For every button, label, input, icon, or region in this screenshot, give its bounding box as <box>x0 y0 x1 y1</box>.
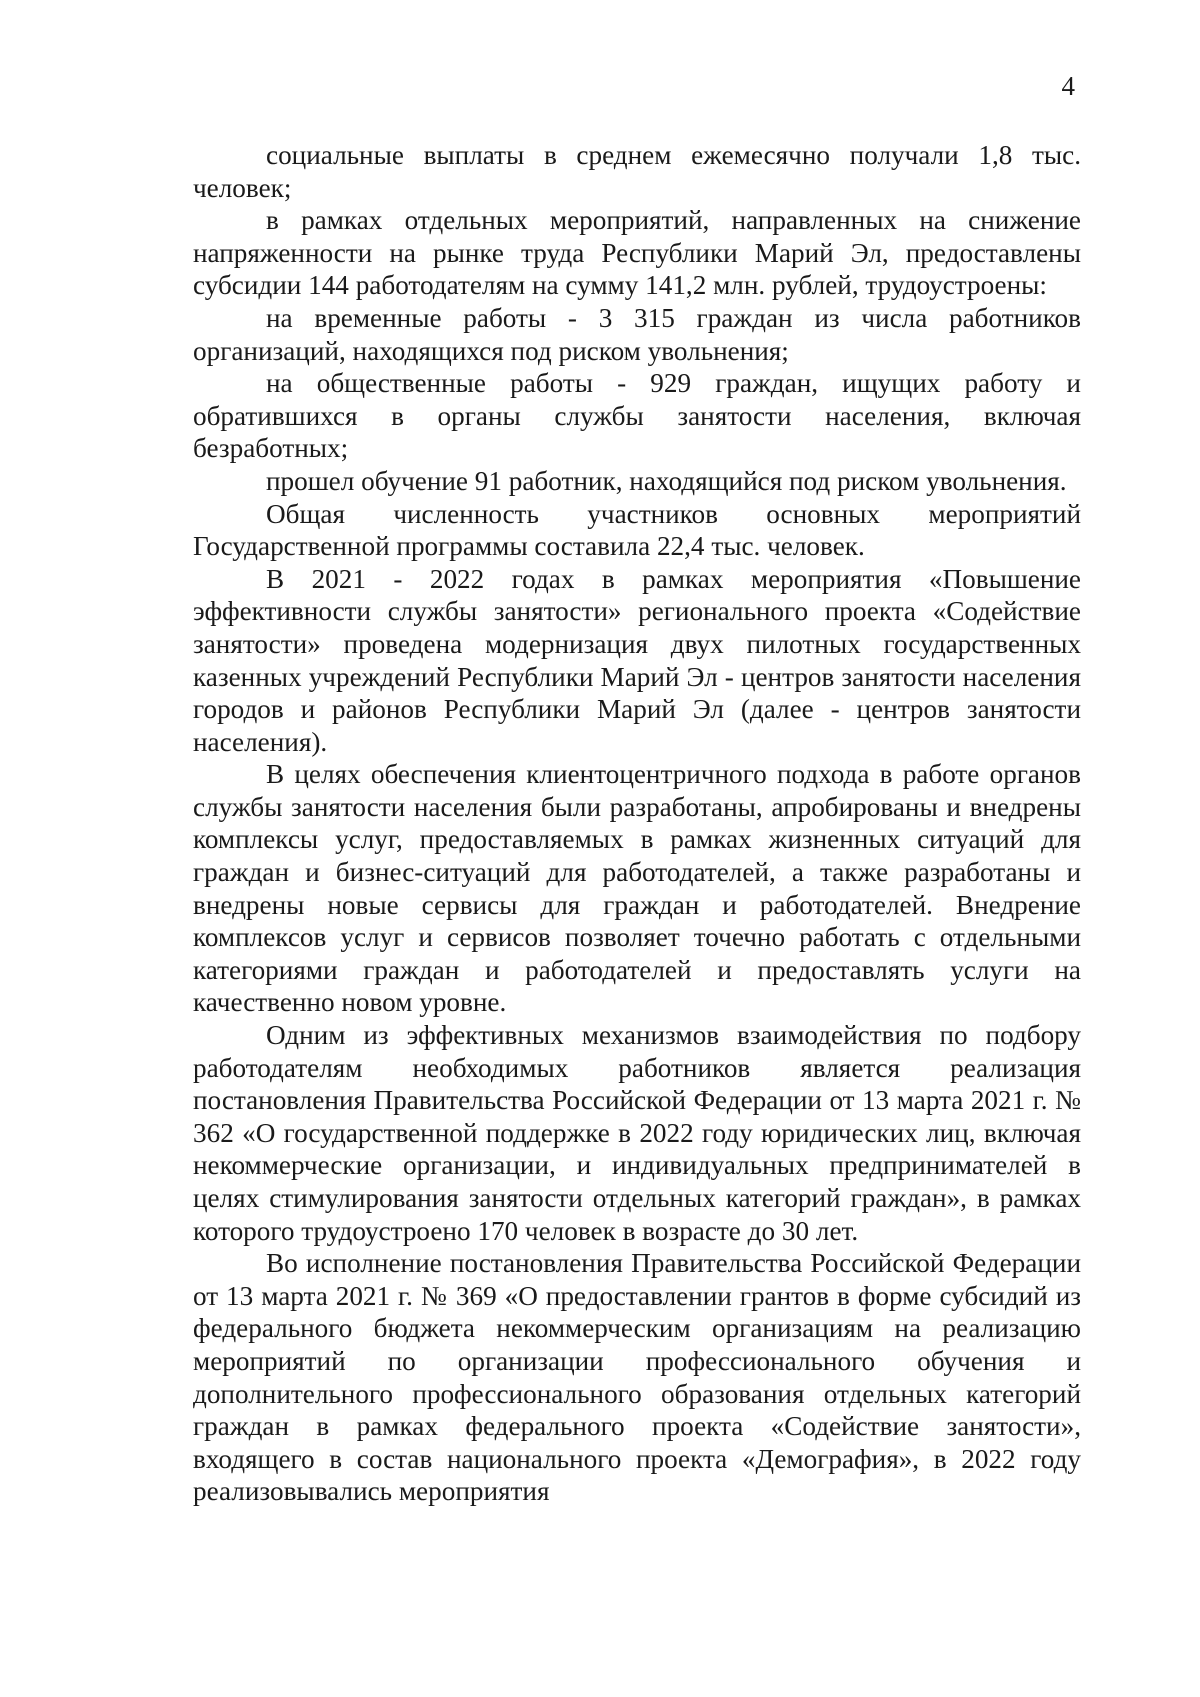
paragraph-temporary-work: на временные работы - 3 315 граждан из числа работников организаций, находящихся под риском увольнения; <box>193 302 1081 366</box>
paragraph-social-payments: социальные выплаты в среднем ежемесячно получали 1,8 тыс. человек; <box>193 140 1081 203</box>
paragraph-resolution-369: Во исполнение постановления Правительства Российской Федерации от 13 марта 2021 г. № 369 «О предоставлении грантов в форме субсидий из федерального бюджета некоммерческим организациям на реализацию мероприятий по организации профессионального обучения и дополнительного профессионального образования отдельных категорий граждан в рамках федерального проекта «Содействие занятости», входящего в состав национального проекта «Демография», в 2022 году реализовывались мероприятия <box>193 1248 1081 1507</box>
paragraph-training: прошел обучение 91 работник, находящийся под риском увольнения. <box>266 465 1067 496</box>
paragraph-labor-market-subsidies: в рамках отдельных мероприятий, направленных на снижение напряженности на рынке труда Республики Марий Эл, предоставлены субсидии 144 работодателям на сумму 141,2 млн. рублей, трудоустроены: <box>193 205 1081 301</box>
paragraph-public-work: на общественные работы - 929 граждан, ищущих работу и обратившихся в органы службы занятости населения, включая безработных; <box>193 368 1081 464</box>
paragraph-total-participants: Общая численность участников основных мероприятий Государственной программы составила 22,4 тыс. человек. <box>193 498 1081 562</box>
document-body <box>193 139 1081 1508</box>
paragraph-modernization: В 2021 - 2022 годах в рамках мероприятия «Повышение эффективности службы занятости» регионального проекта «Содействие занятости» проведена модернизация двух пилотных государственных казенных учреждений Республики Марий Эл - центров занятости населения городов и районов Республики Марий Эл (далее - центров занятости населения). <box>193 563 1081 757</box>
page-number: 4 <box>1061 71 1075 101</box>
paragraph-client-centric: В целях обеспечения клиентоцентричного подхода в работе органов службы занятости населения были разработаны, апробированы и внедрены комплексы услуг, предоставляемых в рамках жизненных ситуаций для граждан и бизнес-ситуаций для работодателей, а также разработаны и внедрены новые сервисы для граждан и работодателей. Внедрение комплексов услуг и сервисов позволяет точечно работать с отдельными категориями граждан и работодателей и предоставлять услуги на качественно новом уровне. <box>193 759 1081 1018</box>
paragraph-resolution-362: Одним из эффективных механизмов взаимодействия по подбору работодателям необходимых работников является реализация постановления Правительства Российской Федерации от 13 марта 2021 г. № 362 «О государственной поддержке в 2022 году юридических лиц, включая некоммерческие организации, и индивидуальных предпринимателей в целях стимулирования занятости отдельных категорий граждан», в рамках которого трудоустроено 170 человек в возрасте до 30 лет. <box>193 1020 1081 1246</box>
